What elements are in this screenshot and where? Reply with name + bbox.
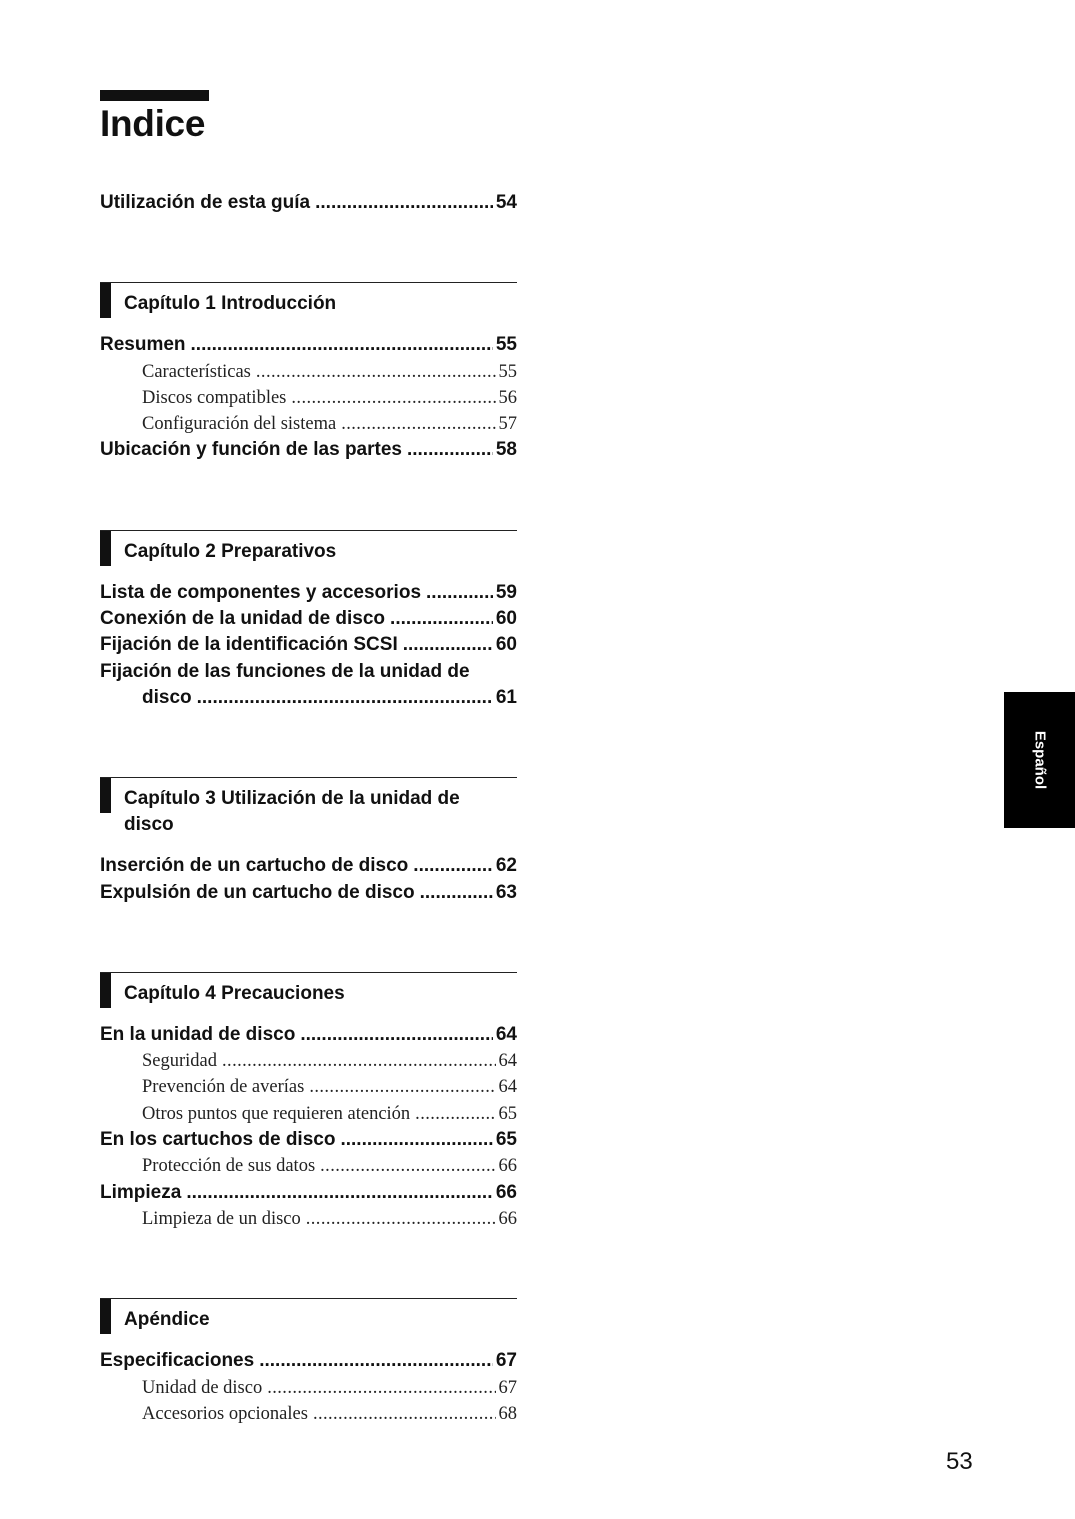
title-rule	[100, 90, 209, 101]
chapter-marker	[100, 531, 111, 566]
toc-subentry[interactable]: Discos compatibles ..... 56	[100, 385, 517, 411]
chapter-marker	[100, 1299, 111, 1334]
toc-entry[interactable]: Resumen ..... 55	[100, 332, 517, 358]
toc-entry[interactable]: Limpieza ..... 66	[100, 1180, 517, 1206]
toc-entry[interactable]: Fijación de la identificación SCSI ..... 60	[100, 632, 517, 658]
language-tab: Español	[1004, 692, 1075, 828]
chapter-marker	[100, 283, 111, 318]
toc-entry[interactable]: En los cartuchos de disco ..... 65	[100, 1127, 517, 1153]
page-title: Indice	[100, 103, 206, 144]
appendix-header: Apéndice	[100, 1298, 517, 1333]
toc-subentry[interactable]: Seguridad ..... 64	[100, 1048, 517, 1074]
toc-entry-intro[interactable]: Utilización de esta guía ..... 54	[100, 190, 517, 216]
chapter-marker	[100, 973, 111, 1008]
chapter-marker	[100, 778, 111, 813]
toc-entry[interactable]: Especificaciones ..... 67	[100, 1348, 517, 1374]
toc-subentry[interactable]: Accesorios opcionales ..... 68	[100, 1401, 517, 1427]
table-of-contents	[100, 190, 517, 1427]
toc-subentry[interactable]: Protección de sus datos ..... 66	[100, 1153, 517, 1179]
page-number: 53	[946, 1448, 973, 1475]
toc-subentry[interactable]: Otros puntos que requieren atención ..... 65	[100, 1101, 517, 1127]
toc-subentry[interactable]: Unidad de disco ..... 67	[100, 1375, 517, 1401]
chapter-3-header: Capítulo 3 Utilización de la unidad de disco	[100, 777, 517, 838]
toc-subentry[interactable]: Características ..... 55	[100, 359, 517, 385]
toc-entry[interactable]: Lista de componentes y accesorios ..... 59	[100, 580, 517, 606]
toc-entry[interactable]: Expulsión de un cartucho de disco ..... 63	[100, 880, 517, 906]
chapter-1-header: Capítulo 1 Introducción	[100, 282, 517, 317]
toc-entry[interactable]: En la unidad de disco ..... 64	[100, 1022, 517, 1048]
toc-entry[interactable]: Conexión de la unidad de disco ..... 60	[100, 606, 517, 632]
toc-subentry[interactable]: Limpieza de un disco ..... 66	[100, 1206, 517, 1232]
toc-entry[interactable]: Fijación de las funciones de la unidad de disco ..... 61	[100, 659, 517, 712]
chapter-2-header: Capítulo 2 Preparativos	[100, 530, 517, 565]
toc-subentry[interactable]: Prevención de averías ..... 64	[100, 1074, 517, 1100]
toc-entry[interactable]: Inserción de un cartucho de disco ..... 62	[100, 853, 517, 879]
toc-entry[interactable]: Ubicación y función de las partes ..... 58	[100, 437, 517, 463]
chapter-4-header: Capítulo 4 Precauciones	[100, 972, 517, 1007]
toc-subentry[interactable]: Configuración del sistema ..... 57	[100, 411, 517, 437]
